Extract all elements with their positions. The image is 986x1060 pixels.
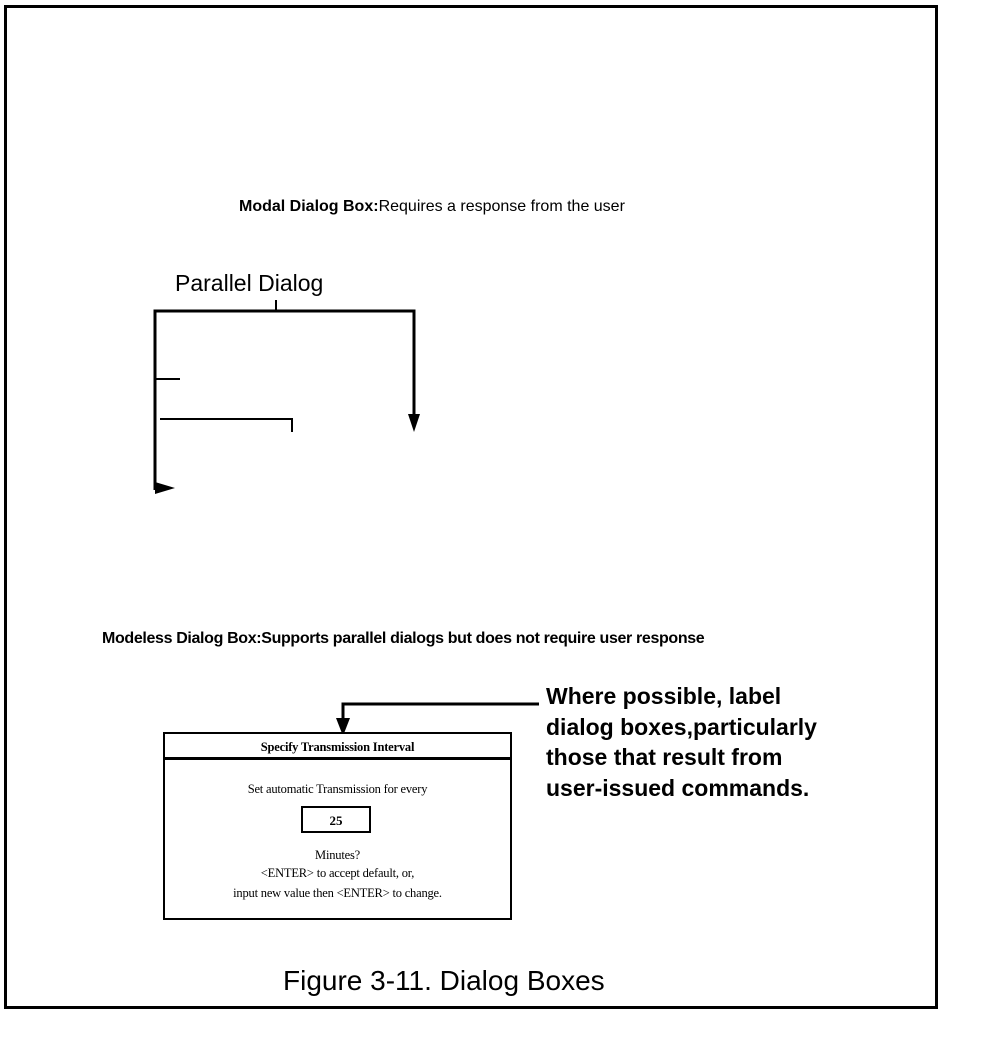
callout-line-4: user-issued commands. bbox=[546, 774, 810, 801]
dialog-hint-change: input new value then <ENTER> to change. bbox=[233, 886, 442, 900]
callout-line-3: those that result from bbox=[546, 744, 783, 770]
modal-definition bbox=[239, 198, 625, 216]
dialog-prompt: Set automatic Transmission for every bbox=[247, 782, 428, 796]
callout-line-1: Where possible, label bbox=[546, 683, 782, 709]
example-dialog-box bbox=[163, 732, 512, 920]
modeless-label: Modeless Dialog Box: bbox=[102, 630, 262, 647]
dialog-units: Minutes? bbox=[315, 848, 360, 862]
callout-line-2: dialog boxes,particularly bbox=[546, 713, 817, 740]
figure-caption: Figure 3-11. Dialog Boxes bbox=[283, 965, 605, 996]
dialog-title: Specify Transmission Interval bbox=[165, 734, 510, 760]
interval-value-field[interactable]: 25 bbox=[301, 806, 371, 833]
callout-note bbox=[546, 681, 846, 803]
dialog-hint-accept: <ENTER> to accept default, or, bbox=[260, 866, 415, 880]
modeless-definition bbox=[102, 630, 704, 648]
modeless-description: Supports parallel dialogs but does not require user response bbox=[261, 630, 705, 647]
modal-description: Requires a response from the user bbox=[378, 198, 625, 215]
parallel-dialog-title: Parallel Dialog bbox=[175, 270, 324, 296]
modal-label: Modal Dialog Box: bbox=[239, 198, 379, 215]
